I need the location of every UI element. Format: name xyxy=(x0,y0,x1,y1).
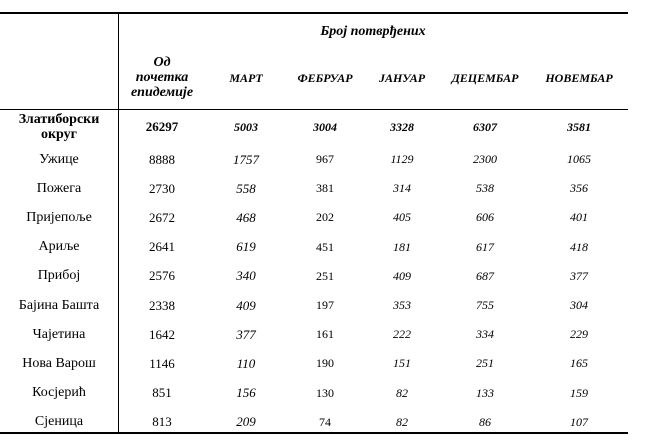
cell-januar: 181 xyxy=(393,239,411,254)
cell-mart: 558 xyxy=(236,180,256,196)
cell-novembar: 418 xyxy=(570,239,588,254)
cell-januar: 222 xyxy=(393,327,411,342)
cell-decembar: 133 xyxy=(476,385,494,400)
table-row xyxy=(0,174,628,203)
col-head-novembar: НОВЕМБАР xyxy=(545,71,613,85)
col-head-line: епидемије xyxy=(130,85,194,100)
row-name: Прибој xyxy=(37,268,81,284)
cell-total: 2730 xyxy=(149,180,175,196)
cell-total: 2576 xyxy=(149,268,175,284)
row-name: Бајина Башта xyxy=(18,297,100,313)
cell-total: 1642 xyxy=(149,326,175,342)
cell-mart: 156 xyxy=(236,385,256,401)
row-name: Ужице xyxy=(39,151,79,167)
cell-mart: 377 xyxy=(236,326,256,342)
cell-februar: 161 xyxy=(316,327,334,342)
table-top-border xyxy=(0,12,628,14)
row-name-line: округ xyxy=(40,127,78,142)
cell-mart: 209 xyxy=(236,414,256,430)
table-row xyxy=(0,145,628,174)
col-head-line: Од xyxy=(153,55,171,70)
cell-januar: 314 xyxy=(393,181,411,196)
col-head-since-start xyxy=(118,55,206,100)
row-name xyxy=(0,111,118,143)
col-head-februar: ФЕБРУАР xyxy=(297,71,353,85)
cell-mart: 340 xyxy=(236,268,256,284)
cell-novembar: 304 xyxy=(570,298,588,313)
cell-decembar: 251 xyxy=(476,356,494,371)
table-row xyxy=(0,349,628,378)
covid-table xyxy=(0,12,628,434)
cell-total: 2641 xyxy=(149,239,175,255)
col-head-mart: МАРТ xyxy=(229,71,263,85)
cell-novembar: 165 xyxy=(570,356,588,371)
table-header-divider xyxy=(0,109,628,110)
cell-total: 851 xyxy=(152,385,172,401)
col-head-line: почетка xyxy=(135,70,189,85)
cell-decembar: 334 xyxy=(476,327,494,342)
cell-decembar: 755 xyxy=(476,298,494,313)
cell-januar: 405 xyxy=(393,210,411,225)
cell-februar: 190 xyxy=(316,356,334,371)
cell-decembar: 617 xyxy=(476,239,494,254)
cell-novembar: 377 xyxy=(570,268,588,283)
cell-total: 1146 xyxy=(149,355,175,371)
row-name: Пожега xyxy=(36,180,82,196)
cell-decembar: 606 xyxy=(476,210,494,225)
cell-decembar: 2300 xyxy=(473,152,497,167)
table-row xyxy=(0,203,628,232)
cell-januar: 82 xyxy=(396,414,408,429)
table-row xyxy=(0,291,628,320)
cell-total: 813 xyxy=(152,414,172,430)
cell-novembar: 1065 xyxy=(567,152,591,167)
cell-novembar: 107 xyxy=(570,414,588,429)
cell-decembar: 538 xyxy=(476,181,494,196)
cell-novembar: 159 xyxy=(570,385,588,400)
row-name: Пријепоље xyxy=(26,209,92,225)
cell-februar: 202 xyxy=(316,210,334,225)
cell-mart: 468 xyxy=(236,209,256,225)
row-name: Чајетина xyxy=(32,326,86,342)
cell-decembar: 6307 xyxy=(473,119,497,134)
cell-januar: 1129 xyxy=(390,152,414,167)
col-head-decembar: ДЕЦЕМБАР xyxy=(451,71,519,85)
table-row xyxy=(0,379,628,408)
cell-januar: 353 xyxy=(393,298,411,313)
cell-februar: 74 xyxy=(319,414,331,429)
cell-februar: 251 xyxy=(316,268,334,283)
cell-mart: 1757 xyxy=(233,151,259,167)
table-row xyxy=(0,320,628,349)
cell-novembar: 3581 xyxy=(567,119,591,134)
cell-mart: 619 xyxy=(236,239,256,255)
row-name: Ариље xyxy=(38,239,80,255)
cell-januar: 151 xyxy=(393,356,411,371)
summary-row xyxy=(0,111,628,143)
cell-januar: 3328 xyxy=(390,119,414,134)
table-row xyxy=(0,233,628,262)
cell-mart: 5003 xyxy=(234,119,258,134)
row-name-line: Златиборски xyxy=(18,112,100,127)
cell-februar: 197 xyxy=(316,298,334,313)
cell-februar: 967 xyxy=(316,152,334,167)
table-row xyxy=(0,408,628,437)
cell-februar: 381 xyxy=(316,181,334,196)
row-name: Косјерић xyxy=(32,385,86,401)
cell-total: 26297 xyxy=(145,119,179,134)
group-header: Број потврђених xyxy=(320,24,426,39)
col-head-januar: ЈАНУАР xyxy=(378,71,426,85)
cell-mart: 110 xyxy=(236,355,256,371)
cell-novembar: 229 xyxy=(570,327,588,342)
cell-januar: 409 xyxy=(393,268,411,283)
cell-total: 2672 xyxy=(149,209,175,225)
cell-decembar: 86 xyxy=(479,414,491,429)
row-name: Сјеница xyxy=(34,414,84,430)
row-name: Нова Варош xyxy=(22,355,96,371)
cell-mart: 409 xyxy=(236,297,256,313)
cell-februar: 130 xyxy=(316,385,334,400)
cell-februar: 3004 xyxy=(313,119,337,134)
cell-decembar: 687 xyxy=(476,268,494,283)
cell-total: 2338 xyxy=(149,297,175,313)
cell-februar: 451 xyxy=(316,239,334,254)
cell-novembar: 401 xyxy=(570,210,588,225)
table-row xyxy=(0,262,628,291)
cell-total: 8888 xyxy=(149,151,175,167)
cell-novembar: 356 xyxy=(570,181,588,196)
cell-januar: 82 xyxy=(396,385,408,400)
